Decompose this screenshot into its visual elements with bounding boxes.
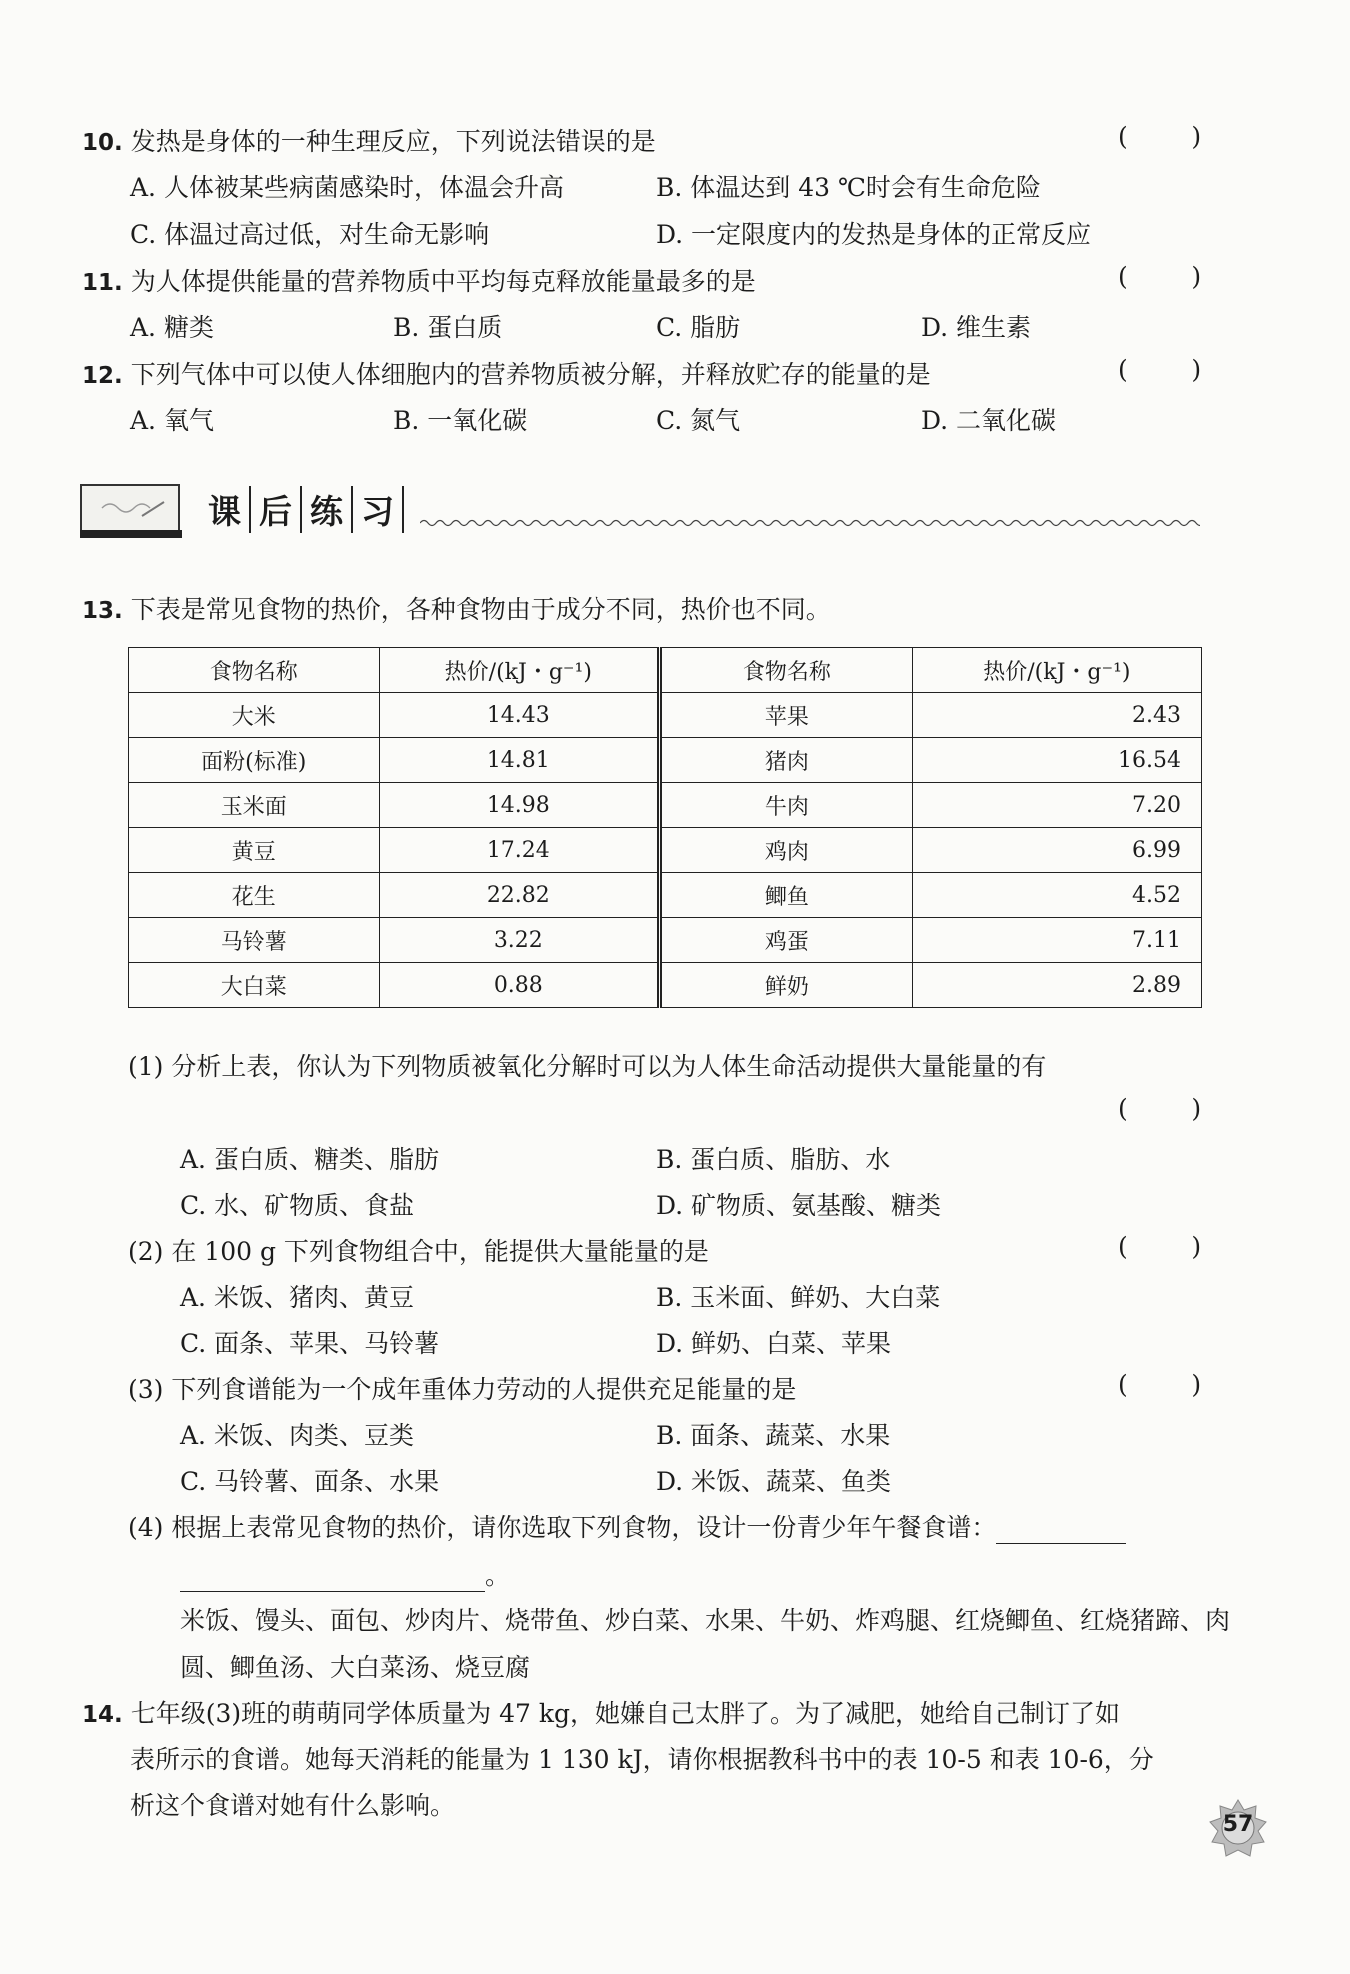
answer-line-2 [180, 1556, 510, 1592]
table-row [129, 693, 1202, 738]
question-number: 14. [82, 1702, 123, 1728]
calorie-value: 22.82 [379, 873, 660, 918]
calorie-value: 3.22 [379, 918, 660, 963]
option-c[interactable]: C. 体温过高过低，对生命无影响 [130, 220, 490, 249]
food-name: 鲫鱼 [660, 873, 913, 918]
option-a[interactable]: A. 糖类 [130, 313, 214, 342]
option-d[interactable]: D. 鲜奶、白菜、苹果 [656, 1329, 892, 1358]
option-d[interactable]: D. 一定限度内的发热是身体的正常反应 [656, 220, 1092, 249]
question-text: 为人体提供能量的营养物质中平均每克释放能量最多的是 [130, 267, 756, 296]
food-name: 大白菜 [129, 963, 380, 1008]
option-a[interactable]: A. 氧气 [130, 406, 214, 435]
calorie-value: 14.98 [379, 783, 660, 828]
banner-underline [80, 530, 182, 538]
option-d[interactable]: D. 二氧化碳 [921, 406, 1057, 435]
table-row [129, 738, 1202, 783]
section-title [200, 486, 404, 533]
answer-bracket[interactable]: ( ) [1118, 122, 1202, 151]
table-row [129, 918, 1202, 963]
food-name: 黄豆 [129, 828, 380, 873]
column-header: 热价/(kJ・g⁻¹) [379, 648, 660, 693]
answer-blank[interactable] [180, 1567, 485, 1592]
sub-question-4 [128, 1508, 1126, 1544]
food-name: 玉米面 [129, 783, 380, 828]
option-a[interactable]: A. 米饭、肉类、豆类 [180, 1421, 414, 1450]
food-name: 花生 [129, 873, 380, 918]
option-a[interactable]: A. 人体被某些病菌感染时，体温会升高 [130, 173, 564, 202]
period: 。 [485, 1561, 511, 1590]
calorie-value: 2.43 [912, 693, 1201, 738]
food-name: 猪肉 [660, 738, 913, 783]
option-c[interactable]: C. 水、矿物质、食盐 [180, 1191, 415, 1220]
question-number: 13. [82, 598, 123, 624]
question-14 [82, 1694, 1120, 1730]
option-b[interactable]: B. 蛋白质、脂肪、水 [656, 1145, 891, 1174]
option-d[interactable]: D. 维生素 [921, 313, 1032, 342]
option-a[interactable]: A. 蛋白质、糖类、脂肪 [180, 1145, 439, 1174]
table-header-row [129, 648, 1202, 693]
sub-question-1: (1) 分析上表，你认为下列物质被氧化分解时可以为人体生命活动提供大量能量的有 [128, 1052, 1047, 1081]
column-header: 食物名称 [660, 648, 913, 693]
column-header: 食物名称 [129, 648, 380, 693]
option-d[interactable]: D. 矿物质、氨基酸、糖类 [656, 1191, 942, 1220]
option-c[interactable]: C. 脂肪 [656, 313, 741, 342]
answer-bracket[interactable]: ( ) [1118, 1094, 1202, 1123]
answer-blank[interactable] [996, 1519, 1126, 1544]
food-name: 马铃薯 [129, 918, 380, 963]
calorie-value: 6.99 [912, 828, 1201, 873]
section-title-char: 后 [251, 486, 302, 533]
sub-question-2: (2) 在 100 g 下列食物组合中，能提供大量能量的是 [128, 1237, 709, 1266]
calorie-value: 14.81 [379, 738, 660, 783]
food-name: 鸡肉 [660, 828, 913, 873]
question-number: 12. [82, 363, 123, 389]
question-text: 七年级(3)班的萌萌同学体质量为 47 kg，她嫌自己太胖了。为了减肥，她给自己制订了如 [130, 1699, 1120, 1728]
option-b[interactable]: B. 体温达到 43 ℃时会有生命危险 [656, 173, 1041, 202]
section-title-char: 习 [353, 486, 404, 533]
calorie-value: 7.20 [912, 783, 1201, 828]
section-title-char: 练 [302, 486, 353, 533]
pen-logo-icon [80, 484, 180, 534]
option-c[interactable]: C. 马铃薯、面条、水果 [180, 1467, 440, 1496]
question-number: 11. [82, 270, 123, 296]
question-number: 10. [82, 130, 123, 156]
food-calorie-table [128, 647, 1202, 1008]
question-text-line-2: 表所示的食谱。她每天消耗的能量为 1 130 kJ，请你根据教科书中的表 10-5 和表 10-6，分 [130, 1745, 1154, 1774]
question-10 [82, 122, 656, 158]
answer-bracket[interactable]: ( ) [1118, 355, 1202, 384]
calorie-value: 4.52 [912, 873, 1201, 918]
food-name: 面粉(标准) [129, 738, 380, 783]
question-13 [82, 590, 831, 626]
table-row [129, 828, 1202, 873]
food-name: 鸡蛋 [660, 918, 913, 963]
wavy-divider [420, 518, 1200, 528]
food-name: 牛肉 [660, 783, 913, 828]
question-text: 下表是常见食物的热价，各种食物由于成分不同，热价也不同。 [130, 595, 831, 624]
food-list-line-1: 米饭、馒头、面包、炒肉片、烧带鱼、炒白菜、水果、牛奶、炸鸡腿、红烧鲫鱼、红烧猪蹄、肉 [180, 1606, 1231, 1635]
option-b[interactable]: B. 面条、蔬菜、水果 [656, 1421, 891, 1450]
option-c[interactable]: C. 氮气 [656, 406, 741, 435]
option-b[interactable]: B. 玉米面、鲜奶、大白菜 [656, 1283, 941, 1312]
question-text-line-3: 析这个食谱对她有什么影响。 [130, 1791, 456, 1820]
section-banner [80, 480, 1200, 550]
column-header: 热价/(kJ・g⁻¹) [912, 648, 1201, 693]
food-list-line-2: 圆、鲫鱼汤、大白菜汤、烧豆腐 [180, 1653, 531, 1682]
food-name: 大米 [129, 693, 380, 738]
calorie-value: 14.43 [379, 693, 660, 738]
calorie-value: 17.24 [379, 828, 660, 873]
food-name: 鲜奶 [660, 963, 913, 1008]
calorie-value: 7.11 [912, 918, 1201, 963]
table-row [129, 783, 1202, 828]
section-title-char: 课 [200, 486, 251, 533]
answer-bracket[interactable]: ( ) [1118, 1370, 1202, 1399]
answer-bracket[interactable]: ( ) [1118, 262, 1202, 291]
calorie-value: 16.54 [912, 738, 1201, 783]
food-name: 苹果 [660, 693, 913, 738]
option-d[interactable]: D. 米饭、蔬菜、鱼类 [656, 1467, 892, 1496]
question-text: 发热是身体的一种生理反应，下列说法错误的是 [130, 127, 656, 156]
sub-question-3: (3) 下列食谱能为一个成年重体力劳动的人提供充足能量的是 [128, 1375, 797, 1404]
table-row [129, 963, 1202, 1008]
option-b[interactable]: B. 蛋白质 [393, 313, 503, 342]
calorie-value: 0.88 [379, 963, 660, 1008]
option-c[interactable]: C. 面条、苹果、马铃薯 [180, 1329, 440, 1358]
question-text: 下列气体中可以使人体细胞内的营养物质被分解，并释放贮存的能量的是 [130, 360, 931, 389]
question-12 [82, 355, 931, 391]
option-b[interactable]: B. 一氧化碳 [393, 406, 528, 435]
answer-bracket[interactable]: ( ) [1118, 1232, 1202, 1261]
sub-question-text: (4) 根据上表常见食物的热价，请你选取下列食物，设计一份青少年午餐食谱： [128, 1513, 997, 1542]
question-11 [82, 262, 756, 298]
option-a[interactable]: A. 米饭、猪肉、黄豆 [180, 1283, 414, 1312]
calorie-value: 2.89 [912, 963, 1201, 1008]
page-number: 57 [1222, 1812, 1254, 1837]
table-row [129, 873, 1202, 918]
